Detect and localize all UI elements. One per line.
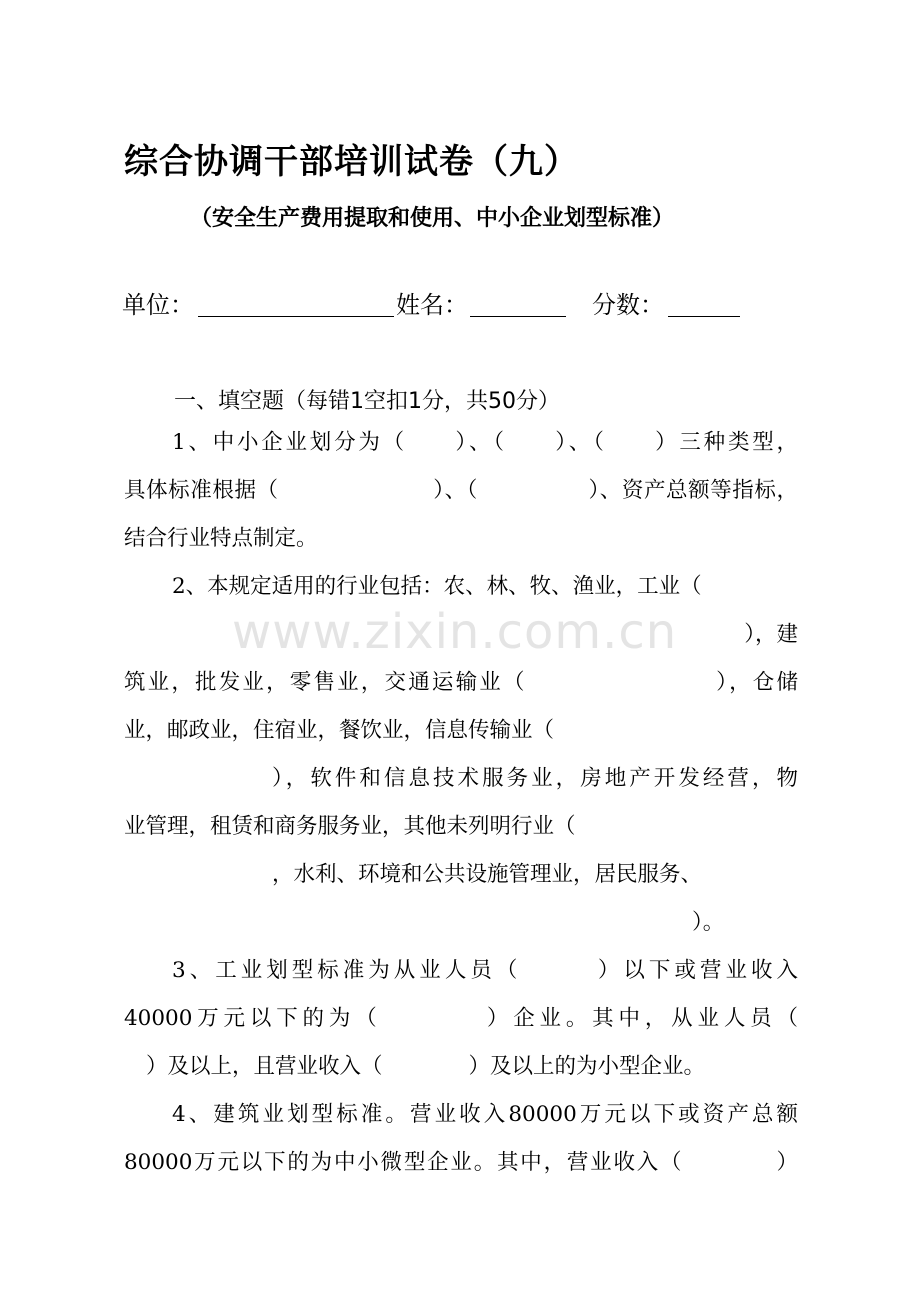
score-blank[interactable] (668, 316, 740, 317)
score-label: 分数： (592, 291, 664, 319)
text-line: 业管理，租赁和商务服务业，其他未列明行业（ (124, 814, 576, 839)
text-line: ，水利、环境和公共设施管理业，居民服务、 (272, 862, 703, 887)
text-line: 3、工业划型标准为从业人员（ ）以下或营业收入 (172, 958, 798, 983)
text-line: ）及以上，且营业收入（ ）及以上的为小型企业。 (146, 1054, 706, 1079)
name-label: 姓名： (396, 291, 468, 319)
unit-blank[interactable] (198, 316, 394, 317)
text-line: 结合行业特点制定。 (124, 526, 318, 551)
text-line: ），软件和信息技术服务业，房地产开发经营，物 (272, 766, 798, 791)
unit-label: 单位： (122, 291, 194, 319)
text-line: ）。 (692, 910, 725, 935)
text-line: 80000万元以下的为中小微型企业。其中，营业收入（ ） (124, 1150, 798, 1175)
text-line: 40000万元以下的为（ ）企业。其中，从业人员（ (124, 1006, 798, 1031)
text-line: 2、本规定适用的行业包括：农、林、牧、渔业，工业（ (172, 574, 702, 599)
watermark: www.zixin.com.cn (232, 604, 678, 660)
page-subtitle: （安全生产费用提取和使用、中小企业划型标准） (190, 206, 675, 231)
text-line: 具体标准根据（ ）、（ ）、资产总额等指标， (124, 478, 798, 503)
section-heading: 一、填空题（每错1空扣1分，共50分） (174, 389, 560, 414)
page-title: 综合协调干部培训试卷（九） (124, 142, 579, 182)
text-line: 筑业，批发业，零售业，交通运输业（ ），仓储 (124, 670, 798, 695)
text-line: ），建 (744, 622, 798, 647)
name-blank[interactable] (470, 316, 566, 317)
text-line: 4、建筑业划型标准。营业收入80000万元以下或资产总额 (172, 1102, 798, 1127)
text-line: 业，邮政业，住宿业，餐饮业，信息传输业（ (124, 718, 555, 743)
text-line: 1、中小企业划分为（ ）、（ ）、（ ）三种类型， (172, 430, 798, 455)
